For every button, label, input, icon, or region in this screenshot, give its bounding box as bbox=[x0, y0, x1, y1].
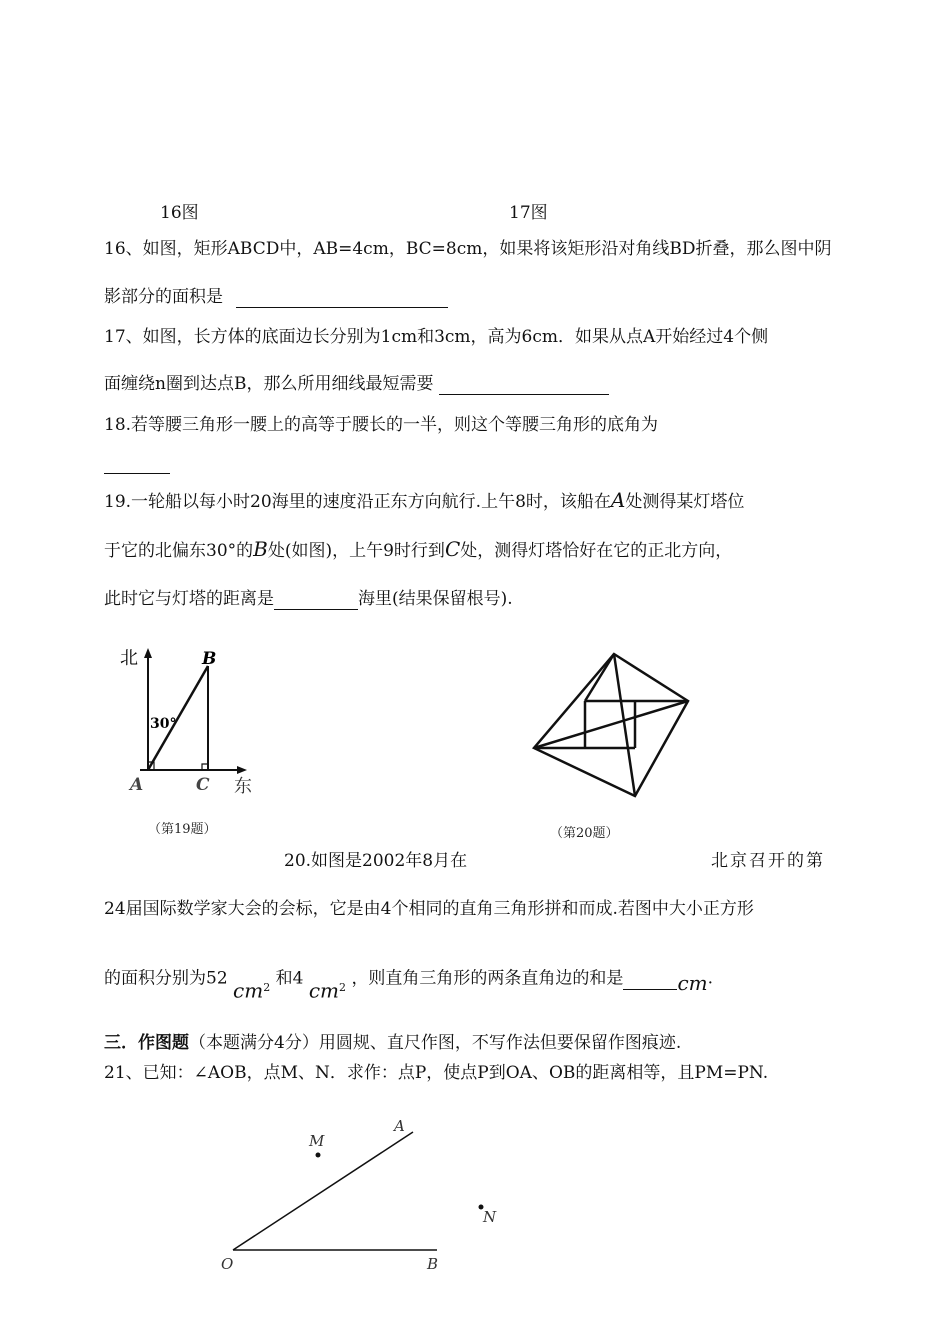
fig20-line-7 bbox=[585, 654, 614, 701]
q16-line2 bbox=[104, 286, 448, 308]
fig19-east-arrow-icon bbox=[237, 766, 247, 774]
section3-heading bbox=[104, 1032, 681, 1054]
q19-answer-blank bbox=[274, 591, 358, 610]
q19-line3-text-a: 此时它与灯塔的距离是 bbox=[104, 589, 274, 609]
q20-line3-text-c: ，则直角三角形的两条直角边的和是 bbox=[351, 968, 624, 989]
q20-line3 bbox=[104, 963, 714, 1003]
q19-point-c: C bbox=[444, 537, 461, 561]
fig21-label-n: N bbox=[483, 1208, 497, 1226]
q20-line2: 24届国际数学家大会的会标，它是由4个相同的直角三角形拼和而成.若图中大小正方形 bbox=[104, 899, 754, 919]
q20-unit-1 bbox=[233, 977, 270, 1004]
q20-unit-3: cm bbox=[677, 970, 708, 995]
q20-unit-2-cm: cm bbox=[308, 978, 340, 1003]
q19-line2-text-a: 于它的北偏东30°的 bbox=[104, 541, 254, 561]
q19-point-a: A bbox=[610, 488, 626, 512]
q16-line1: 16、如图，矩形ABCD中，AB=4cm，BC=8cm，如果将该矩形沿对角线BD折叠，那么图中阴 bbox=[104, 239, 832, 259]
q20-answer-blank bbox=[623, 971, 677, 990]
q17-line1: 17、如图，长方体的底面边长分别为1cm和3cm，高为6cm．如果从点A开始经过4个侧 bbox=[104, 327, 769, 347]
q19-line2-text-b: 处(如图)，上午9时行到 bbox=[267, 541, 445, 561]
q19-point-b: B bbox=[253, 537, 268, 561]
q20-unit-1-cm: cm bbox=[233, 978, 264, 1003]
q19-line1-text-b: 处测得某灯塔位 bbox=[625, 492, 745, 512]
fig19-caption: （第19题） bbox=[148, 822, 217, 837]
fig19-label-c: C bbox=[196, 775, 210, 795]
fig16-caption: 16图 bbox=[160, 203, 199, 223]
fig21-diagram bbox=[215, 1112, 505, 1277]
q19-line2 bbox=[104, 538, 732, 562]
fig20-diagram bbox=[528, 648, 693, 803]
q19-line3-text-b: 海里(结果保留根号). bbox=[358, 589, 513, 609]
q17-answer-blank bbox=[439, 376, 609, 395]
q20-line3-text-a: 的面积分别为52 bbox=[104, 968, 228, 989]
fig19-angle-label: 30° bbox=[150, 716, 177, 732]
q16-line2-text: 影部分的面积是 bbox=[104, 287, 223, 307]
section3-description: （本题满分4分）用圆规、直尺作图，不写作法但要保留作图痕迹. bbox=[189, 1033, 682, 1053]
fig21-label-b: B bbox=[427, 1255, 439, 1273]
q20-unit-2-exp: 2 bbox=[339, 981, 347, 994]
q19-line3 bbox=[104, 588, 513, 610]
q20-line3-text-b: 和4 bbox=[275, 968, 304, 989]
q20-line1-a: 20.如图是2002年8月在 bbox=[284, 851, 468, 871]
fig20-caption: （第20题） bbox=[550, 826, 619, 841]
fig17-caption: 17图 bbox=[509, 203, 548, 223]
fig19-label-b: B bbox=[202, 649, 217, 669]
fig19-label-a: A bbox=[130, 775, 144, 795]
q19-line1-text-a: 19.一轮船以每小时20海里的速度沿正东方向航行.上午8时，该船在 bbox=[104, 492, 611, 512]
q17-line2-text: 面缠绕n圈到达点B，那么所用细线最短需要 bbox=[104, 374, 434, 394]
q18-line2 bbox=[104, 452, 170, 474]
fig20-line-1 bbox=[614, 654, 635, 796]
fig21-label-o: O bbox=[221, 1255, 234, 1273]
fig21-label-a: A bbox=[394, 1117, 405, 1135]
fig19-north-arrow-icon bbox=[144, 648, 152, 658]
section3-title: 三．作图题 bbox=[104, 1033, 189, 1053]
fig19-diagram bbox=[110, 642, 270, 807]
fig19-east-label: 东 bbox=[234, 776, 252, 797]
q16-answer-blank bbox=[236, 289, 448, 308]
q20-line1-b: 北京召开的第 bbox=[711, 851, 825, 871]
q20-line3-text-d: . bbox=[707, 968, 714, 989]
q17-line2 bbox=[104, 373, 609, 395]
q18-answer-blank bbox=[104, 455, 170, 474]
q20-unit-1-exp: 2 bbox=[263, 981, 271, 994]
fig19-north-label: 北 bbox=[120, 648, 138, 669]
fig21-label-m: M bbox=[309, 1132, 325, 1150]
q19-line2-text-c: 处，测得灯塔恰好在它的正北方向， bbox=[460, 541, 733, 561]
q19-line1 bbox=[104, 489, 744, 513]
q18-line1: 18.若等腰三角形一腰上的高等于腰长的一半，则这个等腰三角形的底角为 bbox=[104, 415, 659, 435]
fig21-point-m bbox=[316, 1153, 321, 1158]
q21-line: 21、已知：∠AOB，点M、N．求作：点P，使点P到OA、OB的距离相等，且PM=PN. bbox=[104, 1063, 769, 1083]
q20-unit-2 bbox=[309, 977, 346, 1004]
